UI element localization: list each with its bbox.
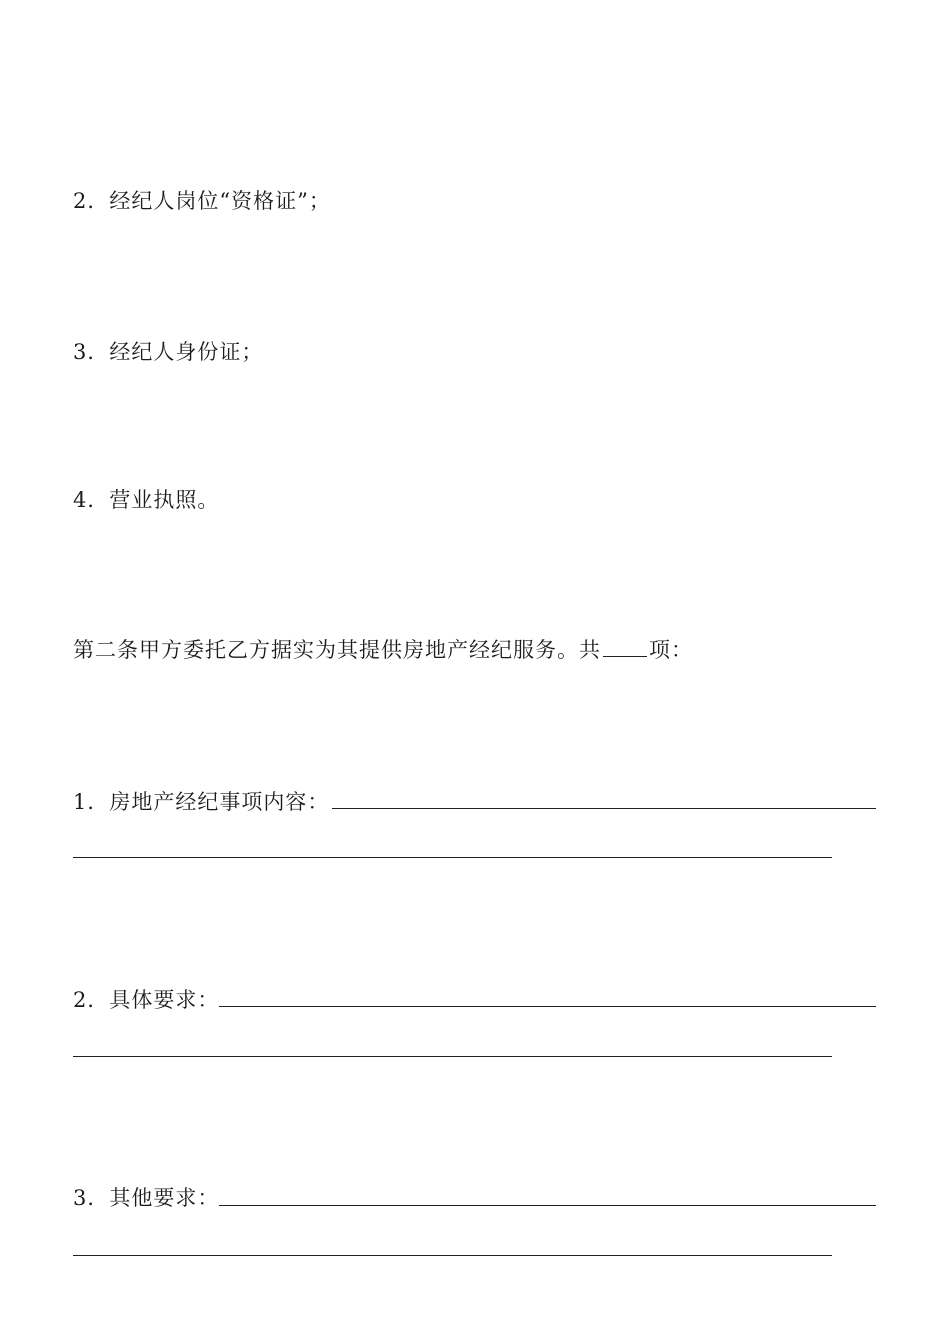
other-requirements-fill-line-1[interactable] bbox=[219, 1205, 876, 1206]
article-2-suffix: 项： bbox=[649, 638, 693, 662]
requirements-fill-line-2[interactable] bbox=[73, 1056, 832, 1057]
item-id-card: 3．经纪人身份证； bbox=[73, 340, 264, 364]
requirements-fill-line-1[interactable] bbox=[219, 1006, 876, 1007]
other-requirements-fill-line-2[interactable] bbox=[73, 1255, 832, 1256]
article-2-paragraph bbox=[73, 636, 693, 664]
item-count-blank[interactable] bbox=[603, 638, 647, 657]
item-qualification-certificate: 2．经纪人岗位“资格证”； bbox=[73, 189, 331, 213]
content-field-label: 1．房地产经纪事项内容： bbox=[73, 790, 330, 814]
article-2-text: 第二条甲方委托乙方据实为其提供房地产经纪服务。共 bbox=[73, 638, 601, 662]
content-fill-line-1[interactable] bbox=[332, 808, 876, 809]
requirements-field-label: 2．具体要求： bbox=[73, 988, 220, 1012]
other-requirements-label: 3．其他要求： bbox=[73, 1186, 220, 1210]
content-fill-line-2[interactable] bbox=[73, 857, 832, 858]
item-business-license: 4．营业执照。 bbox=[73, 488, 220, 512]
